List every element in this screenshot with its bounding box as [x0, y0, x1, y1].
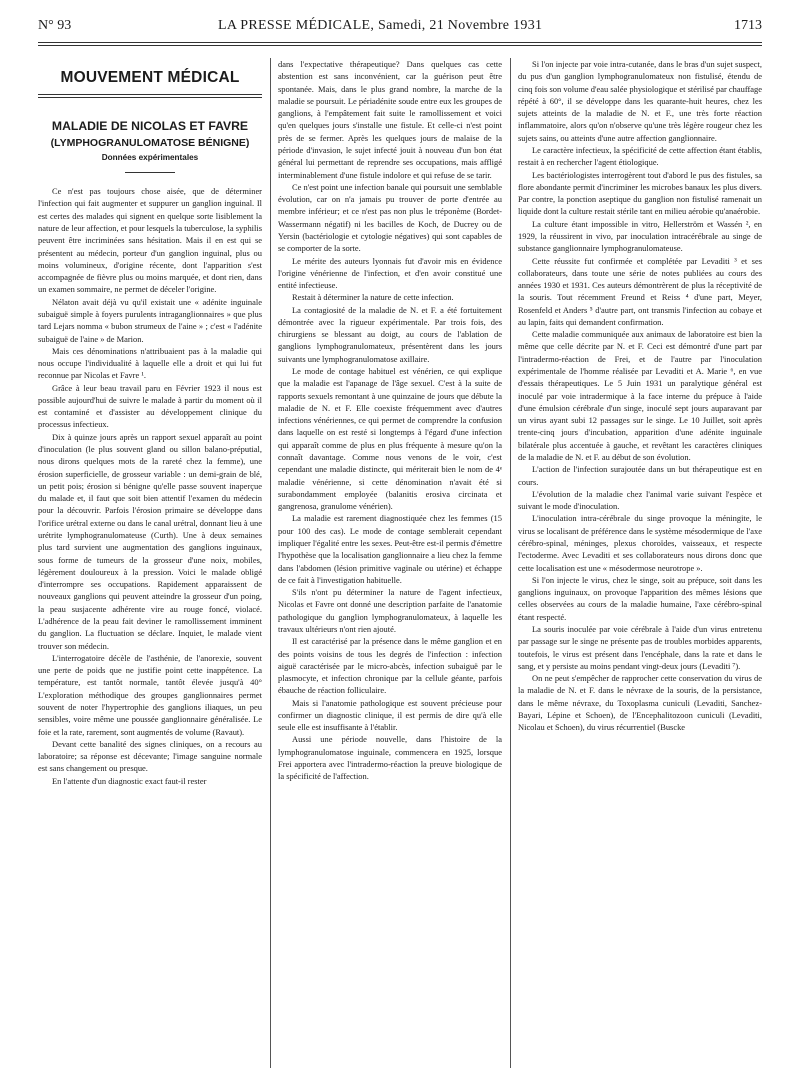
- paragraph: Si l'on injecte par voie intra-cutanée, dans le bras d'un sujet suspect, du pus d'un ganglion lymphogranulomateux non fistulisé, étendu de cinq fois son volume d'eau salée physiologique et stérilisé par chauffage répété à 60°, il se développe dans les quarante-huit heures, chez les sujets atteints de la maladie de N. et F., une très forte réaction inflammatoire, alors qu'on n'observe qu'une très légère rougeur chez les sujets sains, ou atteints d'une autre affection ganglionnaire.: [518, 59, 762, 143]
- paragraph: Mais si l'anatomie pathologique est souvent précieuse pour confirmer un diagnostic clinique, il est permis de dire qu'à elle seule elle est insuffisante à l'établir.: [278, 697, 502, 733]
- section-title: MOUVEMENT MÉDICAL: [60, 69, 240, 86]
- paragraph: L'évolution de la maladie chez l'animal varie suivant l'espèce et suivant le mode d'inoculation.: [518, 488, 762, 512]
- paragraph: L'interrogatoire décèle de l'asthénie, de l'anorexie, souvent une perte de poids que ne justifie point cette inappétence. La température, est tantôt normale, tantôt élevée jusqu'à 40° L'exploration méthodique des groupes ganglionnaires permet souvent de noter l'hypertrophie des ganglions iliaques, un peu sensibles, voire même une poussée ganglionnaire généralisée. Le foie et la rate, rarement, sont augmentés de volume (Ravaut).: [38, 652, 262, 737]
- article-subtitle: (LYMPHOGRANULOMATOSE BÉNIGNE): [50, 136, 250, 149]
- column-3: [518, 58, 762, 1068]
- paragraph: La maladie est rarement diagnostiquée chez les femmes (15 pour 100 des cas). Le mode de contage semblerait cependant impliquer l'égalité entre les sexes. Peut-être est-il permis d'émettre l'hypothèse que la localisation ganglionnaire a lieu chez la femme dans l'abdomen (lésion primitive vaginale ou utérine) et échappe de ce fait à l'investigation habituelle.: [278, 513, 502, 585]
- paragraph: On ne peut s'empêcher de rapprocher cette conservation du virus de la maladie de N. et F. dans le névraxe de la souris, de la persistance, dans le même névraxe, du Toxoplasma cuniculi (Levaditi, Sanchez-Bayari, Lépine et Schoen), de l'Encephalitozoon cuniculi (Levaditi, Nicolau et Schoen), du virus récurrentiel (Buscke: [518, 673, 762, 733]
- paragraph: Les bactériologistes interrogèrent tout d'abord le pus des fistules, sa flore abondante permit d'incriminer les microbes banaux les plus divers. Par contre, la ponction aseptique du ganglion non fistulisé ramenait un liquide dont la culture restait stérile tant en milieu aérobie qu'anaérobie.: [518, 169, 762, 217]
- paragraph: La culture étant impossible in vitro, Hellerström et Wassén ², en 1929, la réussirent in vivo, par inoculation intracérébrale au singe de substance ganglionnaire lymphogranulomateuse.: [518, 218, 762, 254]
- paragraph: Devant cette banalité des signes cliniques, on a recours au laboratoire; sa réponse est décevante; l'image sanguine normale est sans changement ou presque.: [38, 738, 262, 774]
- paragraph: La contagiosité de la maladie de N. et F. a été fortuitement démontrée avec la rigueur expérimentale. Par trois fois, des chirurgiens se blessant au doigt, au cours de l'ablation de ganglions lymphogranulomateux, présentèrent dans les jours suivants une lymphogranulomatose axillaire.: [278, 304, 502, 364]
- paragraph: L'action de l'infection surajoutée dans un but thérapeutique est en cours.: [518, 464, 762, 487]
- paragraph: Le mérite des auteurs lyonnais fut d'avoir mis en évidence l'origine vénérienne de l'infection, et d'en avoir constitué une entité infectieuse.: [278, 255, 502, 291]
- paragraph: Dix à quinze jours après un rapport sexuel apparaît au point d'inoculation (le plus souvent gland ou sillon balano-préputial, nous dirons quelques mots de la rareté chez la femme), une érosion superficielle, de grosseur variable : un demi-grain de blé, un petit pois; érosion si bénigne qu'elle passe souvent inaperçue du malade et, il faut que soit bien attentif l'examen du médecin pour la découvrir. Parfois l'érosion primaire se développe dans l'orifice urétral externe ou dans le canal urétral, donnant lieu à une urétrite lymphogranulomateuse (Curth). Une à deux semaines plus tard survient une augmentation des ganglions inguinaux, sous forme de tumeurs de la grosseur d'une noix, mobiles, légèrement douloureux à la pression. Voici le malade obligé d'interrompre ses occupations. Rapidement apparaissent de nouveaux ganglions qui peuvent atteindre la grosseur d'un poing, la peau susjacente adhérente vire au rouge foncé, violacé. L'adhérence de la peau fait deviner le ramollissement imminent du ganglion. La fluctuation se déclare. Inquiet, le malade vient trouver son médecin.: [38, 431, 262, 651]
- paragraph: L'inoculation intra-cérébrale du singe provoque la méningite, le virus se localisant de préférence dans le système mésodermique de l'axe cérébro-spinal, méninges, plexus choroïdes, vaisseaux, et respecte l'ectoderme. Avec Levaditi et ses collaborateurs nous dirons donc que cette localisation est une « mésodermose neurotrope ».: [518, 513, 762, 573]
- issue-number: N° 93: [38, 18, 72, 33]
- column-divider: [510, 58, 511, 1068]
- paragraph: Mais ces dénominations n'attribuaient pas à la maladie qui nous occupe l'individualité à laquelle elle a droit et qui lui fut reconnue par Nicolas et Favre ¹.: [38, 345, 262, 381]
- paragraph: Cette maladie communiquée aux animaux de laboratoire est bien la même que celle décrite par N. et F. Ceci est démontré d'une part par l'intradermo-réaction de Frei, et de l'autre par l'inoculation expérimentale de l'homme réalisée par Levaditi et A. Marie ⁶, en vue d'essais thérapeutiques. Le 5 Juin 1931 un paralytique général est inoculé par voie intradermique à la face interne du prépuce à l'aide d'une émulsion cérébrale d'un singe, inoculé sept jours auparavant par un virus ayant subi 12 passages sur le singe. Le 10 Juillet, soit après trente-cinq jours d'incubation, apparition d'une adénite inguinale bilatérale plus accentuée à gauche, et revêtant les caractères cliniques de la maladie de N. et F. au début de son évolution.: [518, 329, 762, 462]
- section-rule: [38, 94, 262, 98]
- running-header: [38, 18, 762, 38]
- header-rule: [38, 42, 762, 43]
- paragraph: Grâce à leur beau travail paru en Février 1923 il nous est possible aujourd'hui de suivre le malade à partir du moment où il est contaminé et d'assister au développement clinique du processus infectieux.: [38, 382, 262, 430]
- paragraph: Restait à déterminer la nature de cette infection.: [292, 292, 454, 303]
- paragraph: Ce n'est pas toujours chose aisée, que de déterminer l'infection qui fait augmenter et suppurer un ganglion inguinal. Il est certes des malades qui signent en quelque sorte lisiblement la nature de leur affection, et pour lesquels la tuberculose, la syphilis peuvent être incriminées sans hésitation. Mais il en est qui se présentent au médecin, porteur d'un ganglion inguinal, plus ou moins volumineux, d'origine récente, dont l'apparition s'est accompagnée de fièvre plus ou moins marquée, et dont rien, dans un examen sommaire, ne permet de déceler l'origine.: [38, 186, 262, 295]
- paragraph: Le caractère infectieux, la spécificité de cette affection étant établis, restait à en rechercher l'agent étiologique.: [518, 144, 762, 168]
- column-1: [38, 58, 262, 1068]
- paragraph: Nélaton avait déjà vu qu'il existait une « adénite inguinale subaiguë simple à foyers purulents intraganglionnaires » que plus tard Lejars nomma « bubon strumeux de l'aine » ; c'est « l'adénite subaiguë de l'aine » de Marion.: [38, 296, 262, 344]
- paragraph: S'ils n'ont pu déterminer la nature de l'agent infectieux, Nicolas et Favre ont donné une description parfaite de l'anatomie pathologique du ganglion lymphogranulomateux, à laquelle les travaux ultérieurs n'ont rien ajouté.: [278, 587, 502, 634]
- paragraph: Ce n'est point une infection banale qui poursuit une semblable évolution, car on n'a jamais pu trouver de porte d'entrée au membre inférieur; et ce n'est pas non plus le tréponème (Bordet-Wassermann négatif) ni les bacilles de Koch, de Ducrey ou de Yersin (bactériologie et cytologie négatives) qui sont capables de se comporter de la sorte.: [278, 181, 502, 254]
- paragraph: Aussi une période nouvelle, dans l'histoire de la lymphogranulomatose inguinale, commencera en 1925, lorsque Frei apportera avec l'intradermo-réaction la preuve biologique de la spécificité de l'affection.: [278, 734, 502, 782]
- header-rule-2: [38, 45, 762, 46]
- title-separator: [125, 172, 175, 173]
- paragraph: dans l'expectative thérapeutique? Dans quelques cas cette abstention est sans inconvénient, car la guérison peut être spontanée. Mais, dans le plus grand nombre, la marche de la maladie se poursuit. Le périadénite soude entre eux les groupes de ganglions, à l'empâtement fait suite le ramollissement et voici qu'en quelques jours s'installe une fistule. Et celle-ci n'est point près de se fermer. Après les quelques jours de malaise de la période d'invasion, le sujet infecté jouit à nouveau d'un bon état général lui permettant de reprendre ses occupations, mais affligé interminablement d'une fistule indolore et qui refuse de se tarir.: [278, 59, 502, 180]
- column-2: [278, 58, 502, 1068]
- article-title: MALADIE DE NICOLAS ET FAVRE: [51, 119, 249, 134]
- paragraph: En l'attente d'un diagnostic exact faut-il rester: [52, 775, 207, 786]
- paragraph: La souris inoculée par voie cérébrale à l'aide d'un virus entretenu par passage sur le singe ne présente pas de troubles morbides apparents, toutefois, le virus est présent dans l'encéphale, dans la rate et dans le sang, et y persiste au moins pendant vingt-deux jours (Levaditi ⁷).: [518, 623, 762, 671]
- paragraph: Il est caractérisé par la présence dans le même ganglion et en des points voisins de tous les degrés de l'infection : infection aiguë caractérisée par le micro-abcès, infection subaiguë par le plasmocyte, et infection chronique par la cellule géante, parfois ébauche de réaction folliculaire.: [278, 636, 502, 696]
- journal-title-date: LA PRESSE MÉDICALE, Samedi, 21 Novembre 1931: [218, 18, 543, 33]
- paragraph: Cette réussite fut confirmée et complétée par Levaditi ³ et ses collaborateurs, dans toute une série de notes publiées au cours des années 1930 et 1931. Ces auteurs démontrèrent de plus la réceptivité de la souris. Tout récemment Freund et Reiss ⁴ d'une part, Meyer, Rosenfeld et Anders ⁵ d'autre part, ont transmis l'infection au cobaye et au lapin, faits qui demandent confirmation.: [518, 255, 762, 327]
- article-note: Données expérimentales: [101, 152, 199, 162]
- paragraph: Si l'on injecte le virus, chez le singe, soit au prépuce, soit dans les ganglions inguinaux, on provoque l'apparition des mêmes lésions que celles observées au cours de la maladie humaine, l'axe cérébro-spinal étant respecté.: [518, 574, 762, 622]
- page-number: 1713: [734, 18, 762, 33]
- column-divider: [270, 58, 271, 1068]
- paragraph: Le mode de contage habituel est vénérien, ce qui explique que la maladie est l'apanage de l'âge sexuel. C'est à la suite de rapports sexuels remontant à une quinzaine de jours que débute la maladie de N. et F. Elle coexiste fréquemment avec d'autres infections vénériennes, ce qui permet de comprendre la confusion dans laquelle on est resté si longtemps à l'égard d'une infection qui apparaît comme de plus en plus fréquente à mesure qu'on la connaît davantage. Comme nous venons de le voir, c'est cependant une maladie distincte, qui mériterait bien le nom de 4ᵉ maladie vénérienne, si cette dénomination n'avait été si surabondamment employée (balanitis erosiva circinata et gangrenosa, granulome vénérien).: [278, 366, 502, 512]
